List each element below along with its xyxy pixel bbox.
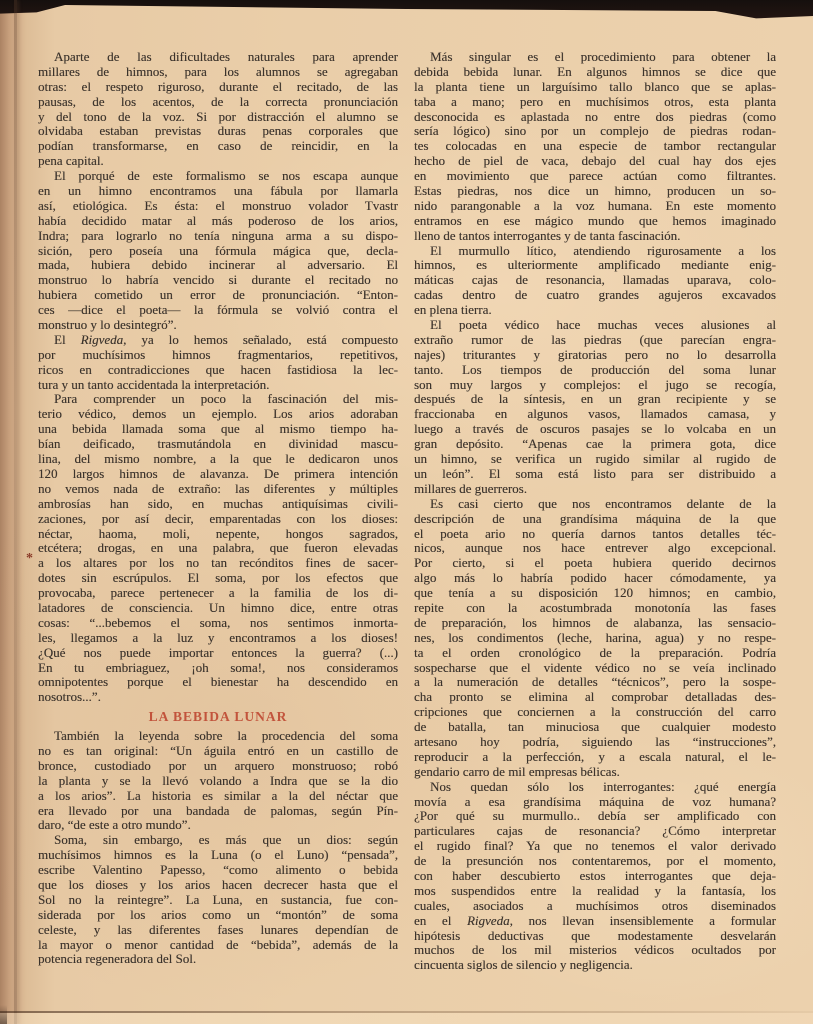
text-line [38,244,398,259]
body-text: hecho de piel de vaca, debajo del cual hay dos ejes [414,154,776,169]
left-text-column [38,50,398,973]
text-line [414,661,776,676]
body-text: así, etiológica. Es ésta: el monstruo volador Tvastr [38,198,398,213]
paragraph [38,392,398,705]
text-line [38,407,398,422]
body-text: Más singular es el procedimiento para obtener la [430,50,776,64]
body-text: , ya lo hemos señalado, está compuesto [123,332,398,347]
body-text: omnipotentes porque el bienestar ha descendido en [38,675,398,690]
text-line [414,378,776,393]
text-line [38,571,398,586]
text-line [414,914,776,929]
text-line [38,154,398,169]
text-line [38,124,398,139]
body-text: después de la síntesis, en un gran recipiente y se [414,392,776,407]
body-text: Indra; para lograrlo no tenía ninguna arma a su dispo- [38,228,398,243]
text-line [414,437,776,452]
text-line [38,497,398,512]
body-text: mada, hubiera debido incinerar al adversario. El [38,258,398,273]
text-line [414,199,776,214]
paragraph [414,318,776,497]
text-line [38,80,398,95]
body-text: movía a esa grandísima máquina de voz humana? [414,794,776,809]
body-text: olvidaba estaban previstas duras penas corporales que [38,124,398,139]
body-text: lina, del mismo nombre, a la que le dedicaron unos [38,452,398,467]
text-line [38,661,398,676]
text-line [38,184,398,199]
text-line [414,214,776,229]
body-text: ¿Qué nos puede importar entonces la guerra? (...) [38,645,398,660]
text-line [38,729,398,744]
text-line [414,229,776,244]
body-text: muchísimos himnos es la Luna (o el Luno) “pensada”, [38,848,398,863]
text-line [414,780,776,795]
text-line [414,363,776,378]
italic-text: Rigveda [466,913,510,928]
body-text: terio védico, demos un ejemplo. Los arios adoraban [38,407,398,422]
body-text: muchos de los mil misterios védicos ocultados por [414,943,776,958]
text-line [38,378,398,393]
body-text: celeste, y las diferentes fases lunares dependían de [38,922,398,937]
body-text: mos suspendidos entre la realidad y la fantasía, los [414,883,776,898]
body-text: por muchísimos himnos fragmentarios, repetitivos, [38,347,398,362]
body-text: ta el orden cronológico de la preparación. Podría [414,645,776,660]
text-line [414,750,776,765]
text-columns [38,50,776,973]
body-text: najes) triturantes y giratorias pero no lo desarrolla [414,347,776,362]
body-text: Para comprender un poco la fascinación del mis- [54,392,398,407]
paragraph [38,833,398,967]
body-text: dotes sin escrúpulos. El soma, por los efectos que [38,571,398,586]
text-line [414,318,776,333]
body-text: cadas dentro de cuatro grandes agujeros excavados [414,288,776,303]
body-text: la mayor o menor cantidad de “bebida”, además de la [38,937,398,952]
body-text: El porqué de este formalismo se nos escapa aunque [54,169,398,184]
text-line [38,333,398,348]
body-text: También la leyenda sobre la procedencia del soma [54,729,398,744]
text-line [414,467,776,482]
section-heading: LA BEBIDA LUNAR [148,709,288,725]
body-text: una bebida llamada soma que al mismo tiempo ha- [38,422,398,437]
body-text: Sol no la reintegre”. La Luna, en sustancia, fue con- [38,892,398,907]
text-line [38,214,398,229]
body-text: El poeta védico hace muchas veces alusiones al [430,318,776,333]
text-line [38,169,398,184]
body-text: son muy largos y complejos: el jugo se recogía, [414,377,776,392]
text-line [414,899,776,914]
body-text: en movimiento que parece actúan como filtrantes. [414,169,776,184]
text-line [38,363,398,378]
body-text: , nos llevan insensiblemente a formular [509,913,776,928]
text-line [38,893,398,908]
body-text: néctar, haoma, moli, nepente, hongos sagrados, [38,526,398,541]
photo-top-edge-shadow [0,0,813,20]
text-line [38,848,398,863]
body-text: bían deificado, trasmutándola en divinidad mascu- [38,437,398,452]
text-line [38,804,398,819]
text-line [414,556,776,571]
text-line [414,631,776,646]
body-text: cuales, asociados a muchísimos otros diseminados [414,898,776,913]
text-line [38,65,398,80]
text-line [414,154,776,169]
body-text: etcétera; drogas, en una palabra, que fueron elevadas [38,541,398,556]
text-line [38,303,398,318]
body-text: que tenía a su disposición 120 himnos; en cambio, [414,586,776,601]
body-text: sición, pero poseía una fórmula mágica que, decla- [38,243,398,258]
text-line [414,110,776,125]
text-line [38,774,398,789]
text-line [414,958,776,973]
body-text: desconocida es aplastada no entre dos piedras (como [414,109,776,124]
body-text: el poeta ario no quería darnos tantos detalles téc- [414,526,776,541]
text-line [38,288,398,303]
text-line [414,184,776,199]
body-text: gendario carro de mil empresas bélicas. [414,764,620,779]
text-line [414,348,776,363]
body-text: tanto. Los tiempos de producción del soma lunar [414,362,776,377]
text-line [38,452,398,467]
text-line [414,482,776,497]
body-text: que los dioses y los arios hacen decrecer hasta que el [38,878,398,892]
paragraph [38,729,398,833]
body-text: máticas cajas de resonancia, llamadas uparava, colo- [414,273,776,288]
body-text: zaciones, por así decir, emparentadas con los dioses: [38,511,398,526]
text-line [38,467,398,482]
body-text: millares de himnos, para los alumnos se agregaban [38,64,398,79]
text-line [414,705,776,720]
body-text: extraño rumor de las piedras (que parecían engra- [414,332,776,347]
text-line [414,765,776,780]
text-line [414,169,776,184]
body-text: tura y un tanto accidentada la interpretación. [38,377,270,392]
text-line [414,80,776,95]
body-text: provocaba, parece pertenecer a la familia de los di- [38,586,398,601]
text-line [38,258,398,273]
body-text: El [54,332,81,347]
body-text: repite con la acostumbrada monotonía las fases [414,600,776,615]
text-line [38,139,398,154]
text-line [38,348,398,363]
body-text: no vemos nada de extraño: las diferentes y múltiples [38,481,398,496]
body-text: en plena tierra. [414,303,492,318]
body-text: y del tono de la voz. Si por distracción el alumno se [38,109,398,124]
body-text: les, llegamos a la luz y encontramos a los dioses! [38,630,398,645]
body-text: himnos, es ulteriormente amplificado mediante enig- [414,258,776,273]
text-line [414,422,776,437]
body-text: Estas piedras, nos dice un himno, producen un so- [414,184,776,199]
body-text: con haber descubierto estos interrogantes que deja- [414,868,776,883]
body-text: la planta y se la llevó volando a Indra que se la dio [38,773,398,788]
body-text: debida bebida lunar. En algunos himnos se dice que [414,64,776,79]
text-line [38,601,398,616]
body-text: ambrosías han sido, en muchas antiquísimas civili- [38,496,398,511]
italic-text: Rigveda [80,332,124,347]
body-text: de la presunción nos contentaremos, por el momento, [414,854,776,869]
text-line [414,303,776,318]
body-text: entramos en ese mágico mundo que hemos imaginado [414,213,776,228]
body-text: otras: el respeto riguroso, durante el recitado, de las [38,79,398,94]
text-line [414,690,776,705]
text-line [38,631,398,646]
body-text: no es tan original: “Un águila entró en un castillo de [38,743,398,758]
body-text: luego a través de oscuros pasajes se lo volcaba en un [414,422,776,437]
paragraph [38,50,398,169]
body-text: millares de guerreros. [414,481,527,496]
text-line [38,923,398,938]
body-text: monstruo lo habría vencido si durante el recitado no [38,273,398,288]
body-text: hipótesis deductivas que modestamente desvelarán [414,928,776,943]
text-line [38,527,398,542]
body-text: un león”. El soma está listo para ser distribuido a [414,466,776,481]
text-line [414,139,776,154]
body-text: gran depósito. “Apenas cae la primera gota, dice [414,437,776,452]
body-text: a los arios”. La historia es similar a la del néctar que [38,788,398,803]
text-line [38,437,398,452]
text-line [38,675,398,690]
text-line [38,938,398,953]
paragraph [414,50,776,244]
text-line [414,824,776,839]
body-text: bronce, custodiado por un arquero monstruoso; robó [38,758,398,773]
text-line [38,789,398,804]
margin-asterisk-mark: * [26,551,33,566]
text-line [414,407,776,422]
body-text: ¿Por qué su murmullo.. debía ser amplificado con [414,809,776,824]
body-text: nosotros...”. [38,690,101,705]
text-line [414,392,776,407]
body-text: particulares cajas de resonancia? ¿Cómo interpretar [414,824,776,839]
text-line [38,229,398,244]
body-text: Soma, sin embargo, es más que un dios: según [54,833,398,848]
body-text: sospecharse que el vidente védico no se veía inclinado [414,660,776,675]
text-line [414,244,776,259]
text-line [38,392,398,407]
text-line [38,318,398,333]
body-text: sería lógico) sino por un complejo de piedras rodan- [414,124,776,139]
body-text: había decidido matar al más poderoso de los arios, [38,213,398,228]
body-text: de batalla, tan minuciosa que cualquier modesto [414,720,776,735]
body-text: Aparte de las dificultades naturales para aprender [54,50,398,64]
body-text: nido parangonable a la voz humana. En este momento [414,198,776,213]
body-text: artesano hoy podría, siguiendo las “instrucciones”, [414,734,776,749]
text-line [414,50,776,65]
text-line [414,854,776,869]
text-line [414,735,776,750]
body-text: potencia regeneradora del Sol. [38,952,197,967]
body-text: en el [414,913,467,928]
text-line [38,818,398,833]
right-text-column [414,50,776,973]
text-line [38,878,398,893]
body-text: descripción de una grandísima máquina de la que [414,511,776,526]
body-text: la planta tiene un larguísimo tallo blanco que se aplas- [414,79,776,94]
body-text: pena capital. [38,154,104,169]
text-line [38,690,398,705]
body-text: tes colocadas en una especie de tambor rectangular [414,139,776,154]
body-text: ces —dice el poeta— la fórmula se volvió contra el [38,303,398,318]
text-line [38,744,398,759]
body-text: siderada por los arios como un “montón” de soma [38,907,398,922]
body-text: pausas, de los acentos, de la correcta pronunciación [38,94,398,109]
bottom-left-edge-mark [0,1005,7,1024]
text-line [414,527,776,542]
text-line [414,869,776,884]
text-line [38,422,398,437]
text-line [38,541,398,556]
body-text: algo más lo habría podido hacer cómodamente, ya [414,571,776,586]
text-line [414,720,776,735]
body-text: taba a mano; pero en muchísimos otros, esta planta [414,94,776,109]
body-text: un himno, se verifica un rugido similar al rugido de [414,452,776,467]
text-line [414,795,776,810]
paragraph [38,169,398,333]
body-text: 120 largos himnos de alavanza. De primera intención [38,466,398,481]
body-text: Es casi cierto que nos encontramos delante de la [430,496,776,511]
text-line [38,863,398,878]
text-line [414,95,776,110]
body-text: reproducir a la perfección, y a escala natural, el le- [414,749,776,764]
text-line [414,646,776,661]
text-line [38,908,398,923]
text-line [38,952,398,967]
text-line [414,929,776,944]
text-line [414,839,776,854]
body-text: monstruo y lo desintegró”. [38,318,177,333]
body-text: daro, “de este a otro mundo”. [38,818,191,833]
text-line [414,124,776,139]
text-line [414,616,776,631]
body-text: hubiera cometido un error de pronunciación. “Enton- [38,288,398,303]
body-text: en un himno encontramos una fábula por llamarla [38,184,398,199]
text-line [414,809,776,824]
body-text: era llevado por una bandada de palomas, según Pín- [38,803,398,818]
body-text: nes, los condimentos (leche, harina, agua) y no respe- [414,630,776,645]
body-text: Nos quedan sólo los interrogantes: ¿qué energía [430,779,776,794]
text-line [38,833,398,848]
text-line [414,571,776,586]
paragraph [414,244,776,318]
text-line [414,943,776,958]
text-line [38,110,398,125]
text-line [38,646,398,661]
body-text: El murmullo lítico, atendiendo rigurosamente a los [430,243,776,258]
body-text: lleno de tantos interrogantes y de tanta fascinación. [414,228,681,243]
body-text: cincuenta siglos de silencio y negligencia. [414,958,633,973]
text-line [414,258,776,273]
text-line [38,616,398,631]
page-fold-highlight [0,1013,813,1024]
body-text: En tu embriaguez, ¡oh soma!, nos consideramos [38,660,398,675]
body-text: cosas: “...bebemos el soma, nos sentimos inmorta- [38,615,398,630]
text-line [414,601,776,616]
body-text: a los altares por los no tan recónditos fines de sacer- [38,556,398,571]
body-text: cripciones que conciernen a la construcción del carro [414,705,776,720]
paragraph [414,497,776,780]
body-text: de preparación, los himnos de alabanza, las sensacio- [414,615,776,630]
body-text: el rugido final? Ya que no tenemos el valor derivado [414,839,776,854]
body-text: latadores de consciencia. Un himno dice, entre otras [38,600,398,615]
text-line [414,541,776,556]
body-text: Por cierto, si el poeta hubiera querido decirnos [414,556,776,571]
paragraph [38,333,398,393]
text-line [414,333,776,348]
text-line [414,884,776,899]
text-line [38,556,398,571]
text-line [414,497,776,512]
paragraph [414,780,776,974]
text-line [38,512,398,527]
text-line [414,288,776,303]
text-line [414,452,776,467]
text-line [38,95,398,110]
text-line [38,199,398,214]
page-binding-crease [14,0,17,1024]
body-text: podían transformarse, en caso de reincidir, en la [38,139,398,154]
text-line [414,675,776,690]
text-line [414,512,776,527]
text-line [38,759,398,774]
body-text: a la numeración de detalles “técnicos”, pero la sospe- [414,675,776,690]
body-text: fraccionaba en algunos vasos, llamados camasa, y [414,407,776,422]
text-line [414,273,776,288]
text-line [38,50,398,65]
body-text: nicos, aunque nos hace entrever algo excepcional. [414,541,776,556]
text-line [414,586,776,601]
body-text: escribe Valentino Papesso, “como alimento o bebida [38,863,398,878]
body-text: ricos en contradicciones que hacen fastidiosa la lec- [38,362,398,377]
text-line [414,65,776,80]
text-line [38,273,398,288]
text-line [38,586,398,601]
body-text: cha pronto se elimina al comprobar detalladas des- [414,690,776,705]
text-line [38,482,398,497]
